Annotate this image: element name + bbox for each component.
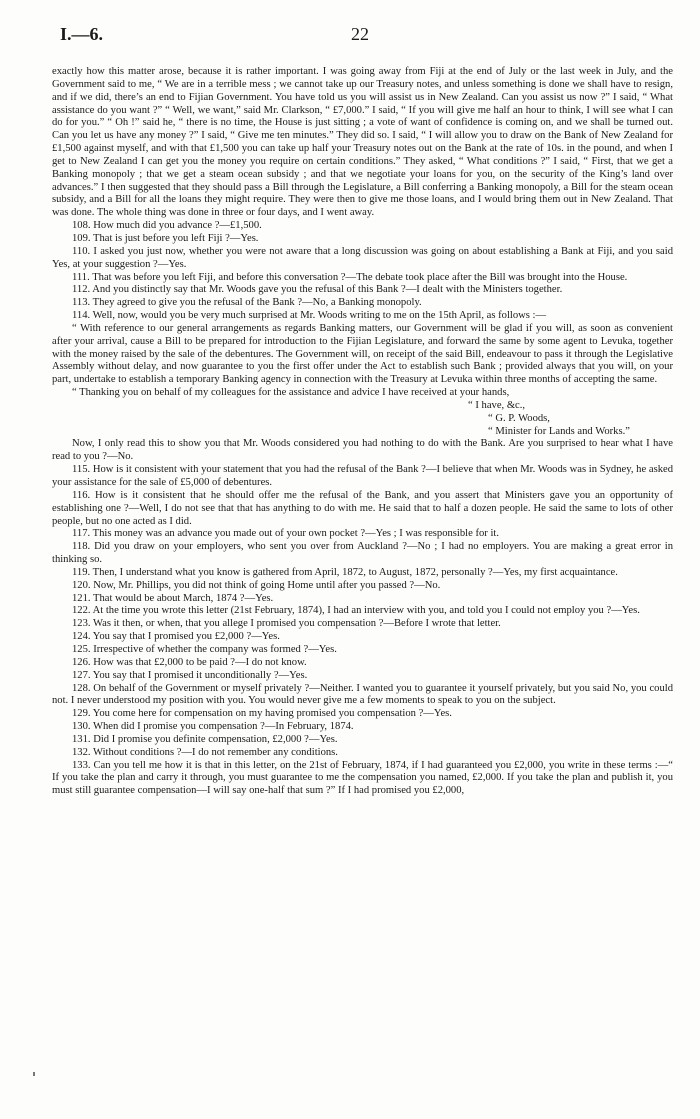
paragraph: 133. Can you tell me how it is that in this letter, on the 21st of February, 1874, if I had guaranteed you £2,000, you write in these terms :—“ If you take the plan and carry it through, you must guarantee to me the compensation you named, £2,000. If you take the plan and publish it, you must still guarantee compensation—I will say one-half that sum ?” If I had promised you £2,000, — [52, 759, 673, 797]
page-header — [60, 24, 660, 46]
paragraph: 110. I asked you just now, whether you were not aware that a long discussion was going on about establishing a Bank at Fiji, and you said Yes, at your suggestion ?—Yes. — [52, 245, 673, 270]
paragraph: 119. Then, I understand what you know is gathered from April, 1872, to August, 1872, personally ?—Yes, my first acquaintance. — [72, 566, 618, 578]
paragraph: 115. How is it consistent with your statement that you had the refusal of the Bank ?—I believe that when Mr. Woods was in Sydney, he asked your assistance for the sale of £5,000 of debentures. — [52, 464, 673, 488]
paragraph: 124. You say that I promised you £2,000 ?—Yes. — [72, 631, 280, 643]
paragraph: 131. Did I promise you definite compensation, £2,000 ?—Yes. — [72, 733, 338, 745]
paragraph: Now, I only read this to show you that Mr. Woods considered you had nothing to do with the Bank. Are you surprised to hear what I have read to you ?—No. — [52, 438, 673, 463]
page-number: 22 — [351, 24, 369, 44]
paragraph: 117. This money was an advance you made out of your own pocket ?—Yes ; I was responsible for it. — [72, 528, 500, 540]
quoted-letter-closing: “ Thanking you on behalf of my colleagues for the assistance and advice I have received at your hands, — [72, 387, 510, 399]
document-reference: I.—6. — [60, 24, 104, 44]
paragraph: 122. At the time you wrote this letter (21st February, 1874), I had an interview with you, and told you I could not employ you ?—Yes. — [72, 605, 640, 617]
paragraph: 126. How was that £2,000 to be paid ?—I do not know. — [72, 656, 307, 668]
paragraph: 112. And you distinctly say that Mr. Woods gave you the refusal of this Bank ?—I dealt with the Ministers together. — [72, 284, 563, 296]
margin-mark — [33, 1072, 35, 1076]
paragraph: 109. That is just before you left Fiji ?—Yes. — [72, 232, 259, 244]
quoted-letter: “ With reference to our general arrangements as regards Banking matters, our Government will be glad if you will, as soon as convenient after your arrival, cause a Bill to be prepared for introduction to the Fijian Legislature, and forward the same by some agent to Levuka, together with the money raised by the sale of the debentures. The Government will, on receipt of the said Bill, endeavour to pass it through the Legislative Assembly without delay, and now guarantee to you the first offer under the Act to establish such Bank ; provided always that you will, on your part, undertake to establish a temporary Banking agency in connection with the Treasury at Levuka within three months of accepting the same. — [52, 322, 673, 386]
paragraph: 120. Now, Mr. Phillips, you did not think of going Home until after you passed ?—No. — [72, 579, 441, 591]
paragraph: 108. How much did you advance ?—£1,500. — [72, 220, 262, 232]
paragraph: 129. You come here for compensation on my having promised you compensation ?—Yes. — [72, 708, 452, 720]
paragraph: 111. That was before you left Fiji, and before this conversation ?—The debate took place after the Bill was brought into the House. — [72, 271, 628, 283]
paragraph: 130. When did I promise you compensation ?—In February, 1874. — [72, 721, 354, 733]
paragraph: 123. Was it then, or when, that you allege I promised you compensation ?—Before I wrote that letter. — [72, 618, 501, 630]
paragraph: 118. Did you draw on your employers, who sent you over from Auckland ?—No ; I had no employers. You are making a great error in thinking so. — [52, 541, 673, 566]
paragraph: 121. That would be about March, 1874 ?—Yes. — [72, 592, 274, 604]
paragraph: 132. Without conditions ?—I do not remember any conditions. — [72, 746, 338, 758]
paragraph: 113. They agreed to give you the refusal of the Bank ?—No, a Banking monopoly. — [72, 297, 422, 309]
paragraph: 116. How is it consistent that he should offer me the refusal of the Bank, and you assert that Ministers gave you an opportunity of establishing one ?—Well, I do not see that that has anything to do with me. He said that to half a dozen people. He said the same to lots of other people, but no one acted as I did. — [52, 489, 673, 527]
signature-salutation: “ I have, &c., — [468, 399, 526, 411]
paragraph: 127. You say that I promised it unconditionally ?—Yes. — [72, 669, 308, 681]
paragraph: 125. Irrespective of whether the company was formed ?—Yes. — [72, 643, 337, 655]
paragraph: 128. On behalf of the Government or myself privately ?—Neither. I wanted you to guarantee it yourself privately, but you said No, you could not. I never understood my position with you. You would never give me a few moments to speak to you on the subject. — [52, 682, 673, 707]
paragraph: 114. Well, now, would you be very much surprised at Mr. Woods writing to me on the 15th April, as follows :— — [72, 310, 547, 322]
document-body — [52, 66, 673, 798]
signature-title: “ Minister for Lands and Works.” — [488, 425, 630, 437]
signature-name: “ G. P. Woods, — [488, 412, 550, 424]
paragraph: exactly how this matter arose, because it is rather important. I was going away from Fiji at the end of July or the last week in July, and the Government said to me, “ We are in a terrible mess ; we cannot take up our Treasury notes, and unless something is done we shall have to resign, and if we did, there’s an end to Fijian Government. You have told us you will assist us in New Zealand. Can you assist us now ?” I said, “ What assistance do you want ?” “ Well, we want,” said Mr. Clarkson, “ £7,000.” I said, “ If you will give me half an hour to think, I will see what I can do for you.” “ Oh !” said he, “ there is no time, the House is just sitting ; a vote of want of confidence is coming on, and we shall be turned out. Can you let us have any money ?” I said, “ Give me ten minutes.” They did so. I said, “ I will allow you to draw on the Bank of New Zealand for £1,500 against myself, and with that £1,500 you can take up half your Treasury notes out on the Bank at the rate of 10s. in the pound, and when I get to New Zealand I can get you the money you require on certain conditions.” They asked, “ What conditions ?” I said, “ First, that we get a Banking monopoly ; that we get a steam ocean subsidy ; and that we negotiate your loans for you, on the security of the King’s land over advances.” I then suggested that they should pass a Bill through the Legislature, a Bill conferring a Banking monopoly, a Bill for the steam ocean subsidy, and a Bill for all the loans they might require. They were then to give me those loans, and I would bring them out in New Zealand. That was done. The whole thing was done in three or four days, and I went away. — [52, 66, 673, 219]
